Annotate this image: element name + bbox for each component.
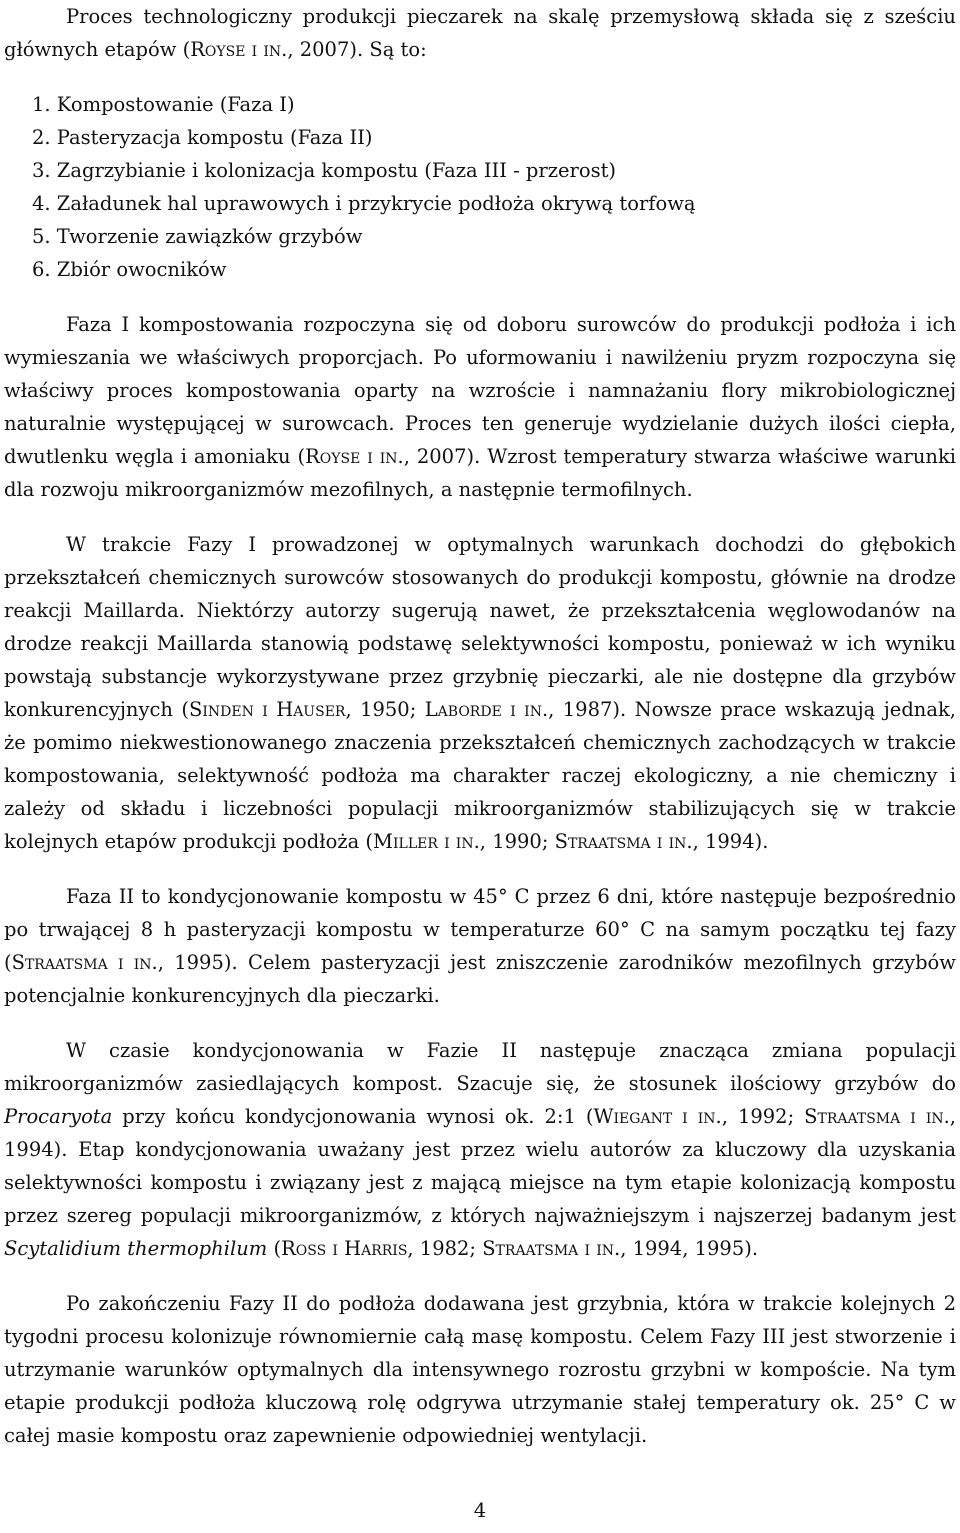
list-item: 4. Załadunek hal uprawowych i przykrycie podłoża okrywą torfową	[32, 192, 696, 215]
document-page	[4, 0, 956, 1452]
citation-author: Royse i in.	[190, 38, 288, 61]
paragraph-text: W czasie kondycjonowania w Fazie II następuje znacząca zmiana populacji mikroorganizmów zasiedlających kompost. Szacuje się, że stosunek ilościowy grzybów do	[4, 1039, 956, 1095]
paragraph-text: , 1990;	[479, 830, 555, 853]
paragraph-text: W trakcie Fazy I prowadzonej w optymalnych warunkach dochodzi do głębokich przekształceń chemicznych surowców stosowanych do produkcji kompostu, głównie na drodze reakcji Maillarda. Niektórzy autorzy sugerują nawet, że przekształcenia węglowodanów na drodze reakcji Maillarda stanowią podstawę selektywności kompostu, ponieważ w ich wyniku powstają substancje wykorzystywane przez grzybnię pieczarki, ale nie dostępne dla grzybów konkurencyjnych (	[4, 533, 956, 721]
list-item: 1. Kompostowanie (Faza I)	[32, 93, 295, 116]
paragraph-text: , 1994). Etap kondycjonowania uważany jest przez wielu autorów za kluczowy dla uzyskania selektywności kompostu i związany jest z mającą miejsce na tym etapie kolonizacją kompostu przez szereg populacji mikroorganizmów, z których najważniejszym i najszerzej badanym jest	[4, 1105, 956, 1227]
taxon-name: Scytalidium thermophilum	[4, 1237, 268, 1260]
paragraph-text: , 1950;	[345, 698, 425, 721]
citation-author: Straatsma i in.	[482, 1237, 621, 1260]
body-paragraph-phase-one	[4, 308, 956, 506]
list-item: 5. Tworzenie zawiązków grzybów	[32, 225, 363, 248]
paragraph-text: , 1987). Nowsze prace wskazują jednak, że pomimo niekwestionowanego znaczenia przekształceń chemicznych zachodzących w trakcie kompostowania, selektywność podłoża ma charakter raczej ekologiczny, a nie chemiczny i zależy od składu i liczebności populacji mikroorganizmów stabilizujących się w trakcie kolejnych etapów produkcji podłoża (	[4, 698, 956, 853]
paragraph-text: , 1992;	[721, 1105, 805, 1128]
citation-author: Straatsma i in.	[804, 1105, 950, 1128]
list-item: 2. Pasteryzacja kompostu (Faza II)	[32, 126, 373, 149]
intro-text-after-citation: , 2007). Są to:	[287, 38, 427, 61]
citation-author: Wiegant i in.	[593, 1105, 722, 1128]
paragraph-text: , 2007). Wzrost temperatury stwarza właściwe warunki dla rozwoju mikroorganizmów mezofilnych, a następnie termofilnych.	[4, 445, 956, 501]
citation-author: Straatsma i in.	[554, 830, 693, 853]
citation-author: Miller i in.	[373, 830, 480, 853]
body-paragraph-phase-three	[4, 1287, 956, 1452]
citation-author: Laborde i in.	[424, 698, 549, 721]
paragraph-text: (	[267, 1237, 282, 1260]
page-number: 4	[473, 1499, 487, 1522]
paragraph-text: Faza II to kondycjonowanie kompostu w 45° C przez 6 dni, które następuje bezpośrednio po trwającej 8 h pasteryzacji kompostu w temperaturze 60° C na samym początku tej fazy (	[4, 885, 956, 974]
body-paragraph-maillard	[4, 528, 956, 858]
paragraph-text: , 1994, 1995).	[620, 1237, 759, 1260]
paragraph-text: , 1995). Celem pasteryzacji jest zniszczenie zarodników mezofilnych grzybów potencjalnie konkurencyjnych dla pieczarki.	[4, 951, 956, 1007]
list-item: 3. Zagrzybianie i kolonizacja kompostu (Faza III - przerost)	[32, 159, 617, 182]
body-paragraph-phase-two	[4, 880, 956, 1012]
paragraph-text: Faza I kompostowania rozpoczyna się od doboru surowców do produkcji podłoża i ich wymieszania we właściwych proporcjach. Po uformowaniu i nawilżeniu pryzm rozpoczyna się właściwy proces kompostowania oparty na wzroście i namnażaniu flory mikrobiologicznej naturalnie występującej w surowcach. Proces ten generuje wydzielanie dużych ilości ciepła, dwutlenku węgla i amoniaku (	[4, 313, 956, 468]
paragraph-text: , 1994).	[692, 830, 769, 853]
body-paragraph-conditioning	[4, 1034, 956, 1265]
paragraph-text: Po zakończeniu Fazy II do podłoża dodawana jest grzybnia, która w trakcie kolejnych 2 tygodni procesu kolonizuje równomiernie całą masę kompostu. Celem Fazy III jest stworzenie i utrzymanie warunków optymalnych dla intensywnego rozrostu grzybni w kompoście. Na tym etapie produkcji podłoża kluczową rolę odgrywa utrzymanie stałej temperatury ok. 25° C w całej masie kompostu oraz zapewnienie odpowiedniej wentylacji.	[4, 1292, 956, 1447]
citation-author: Royse i in.	[305, 445, 404, 468]
production-steps-list	[4, 88, 956, 286]
intro-paragraph	[4, 0, 956, 66]
taxon-name: Procaryota	[4, 1105, 113, 1128]
intro-text-before-citation: Proces technologiczny produkcji pieczarek na skalę przemysłową składa się z sześciu głównych etapów (	[4, 5, 956, 61]
citation-author: Sinden i Hauser	[188, 698, 346, 721]
list-item: 6. Zbiór owocników	[32, 258, 227, 281]
paragraph-text: , 1982;	[407, 1237, 483, 1260]
citation-author: Ross i Harris	[281, 1237, 408, 1260]
paragraph-text: przy końcu kondycjonowania wynosi ok. 2:1 (	[112, 1105, 594, 1128]
citation-author: Straatsma i in.	[11, 951, 158, 974]
